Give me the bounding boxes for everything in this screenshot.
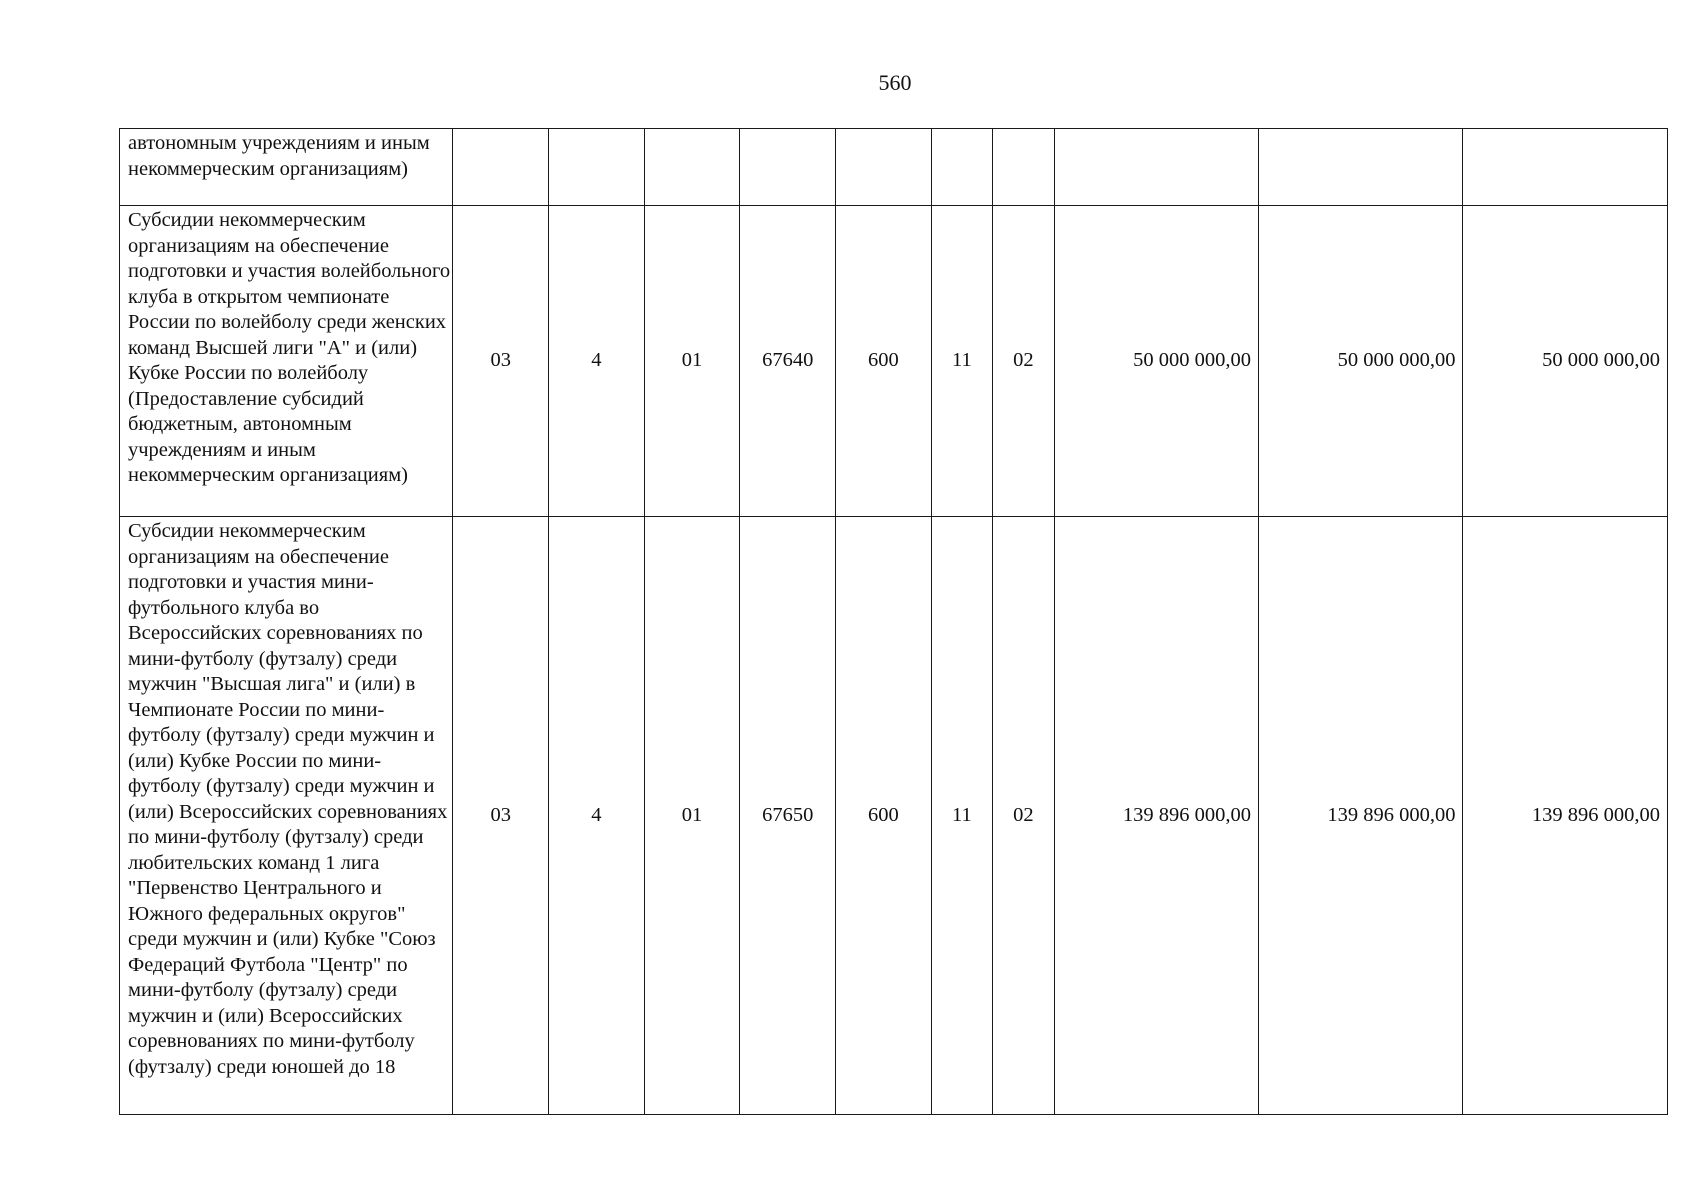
- code-cell: 67650: [740, 517, 836, 1115]
- code-cell: 4: [549, 206, 645, 517]
- code-cell: 67640: [740, 206, 836, 517]
- code-cell: [644, 129, 740, 206]
- code-cell: [453, 129, 549, 206]
- page-number: 560: [878, 70, 912, 95]
- code-cell: 11: [931, 517, 992, 1115]
- code-cell: 03: [453, 517, 549, 1115]
- amount-cell: 50 000 000,00: [1259, 206, 1463, 517]
- amount-cell: [1463, 129, 1668, 206]
- row-description: Субсидии некоммерческим организациям на обеспечение подготовки и участия волейбольного клуба в открытом чемпионате России по волейболу среди женских команд Высшей лиги "А" и (или) Кубке России по волейболу (Предоставление субсидий бюджетным, автономным учреждениям и иным некоммерческим организациям): [120, 206, 453, 517]
- code-cell: 03: [453, 206, 549, 517]
- code-cell: [740, 129, 836, 206]
- code-cell: [549, 129, 645, 206]
- code-cell: 4: [549, 517, 645, 1115]
- amount-cell: [1054, 129, 1258, 206]
- amount-cell: 50 000 000,00: [1054, 206, 1258, 517]
- row-description: Субсидии некоммерческим организациям на обеспечение подготовки и участия мини-футбольного клуба во Всероссийских соревнованиях по мини-футболу (футзалу) среди мужчин "Высшая лига" и (или) в Чемпионате России по мини-футболу (футзалу) среди мужчин и (или) Кубке России по мини-футболу (футзалу) среди мужчин и (или) Всероссийских соревнованиях по мини-футболу (футзалу) среди любительских команд 1 лига "Первенство Центрального и Южного федеральных округов" среди мужчин и (или) Кубке "Союз Федераций Футбола "Центр" по мини-футболу (футзалу) среди мужчин и (или) Всероссийских соревнованиях по мини-футболу (футзалу) среди юношей до 18: [120, 517, 453, 1115]
- code-cell: [931, 129, 992, 206]
- code-cell: 600: [836, 206, 932, 517]
- amount-cell: 50 000 000,00: [1463, 206, 1668, 517]
- table-row: [120, 206, 1668, 517]
- code-cell: 11: [931, 206, 992, 517]
- code-cell: 02: [993, 206, 1054, 517]
- code-cell: 600: [836, 517, 932, 1115]
- amount-cell: [1259, 129, 1463, 206]
- amount-cell: 139 896 000,00: [1259, 517, 1463, 1115]
- amount-cell: 139 896 000,00: [1463, 517, 1668, 1115]
- code-cell: [836, 129, 932, 206]
- code-cell: 01: [644, 206, 740, 517]
- amount-cell: 139 896 000,00: [1054, 517, 1258, 1115]
- code-cell: 01: [644, 517, 740, 1115]
- code-cell: [993, 129, 1054, 206]
- table-row: [120, 517, 1668, 1115]
- budget-table: [119, 128, 1668, 1115]
- code-cell: 02: [993, 517, 1054, 1115]
- table-row: [120, 129, 1668, 206]
- row-description: автономным учреждениям и иным некоммерческим организациям): [120, 129, 453, 206]
